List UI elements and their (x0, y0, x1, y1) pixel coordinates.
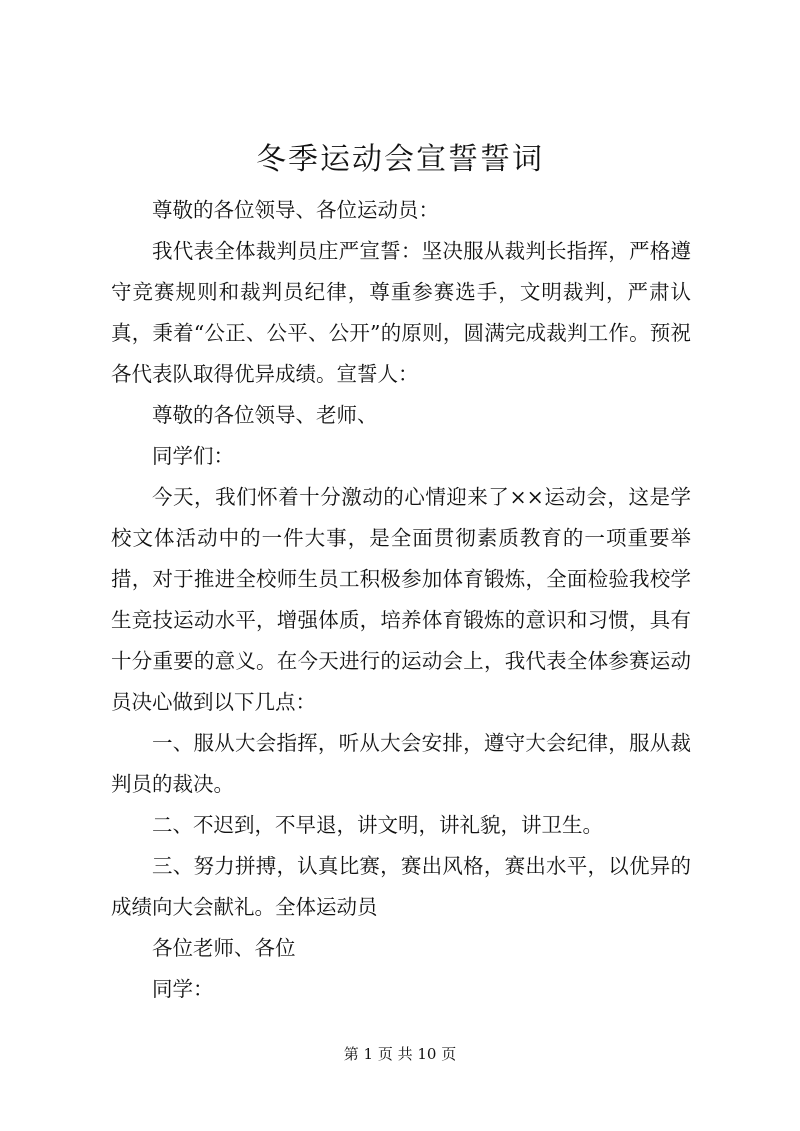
paragraph-greeting-classmates: 同学： (152, 977, 214, 1001)
paragraph-greeting-leaders: 尊敬的各位领导、各位运动员： (152, 198, 439, 222)
paragraph-greeting-teachers-2: 各位老师、各位 (152, 936, 296, 960)
paragraph-greeting-teachers: 尊敬的各位领导、老师、 (152, 403, 378, 427)
paragraph-athlete-intro: 今天，我们怀着十分激动的心情迎来了××运动会，这是学校文体活动中的一件大事，是全面贯彻素质教育的一项重要举措，对于推进全校师生员工积极参加体育锻炼，全面检验我校学生竞技运动水平，增强体质，培养体育锻炼的意识和习惯，具有十分重要的意义。在今天进行的运动会上，我代表全体参赛运动员决心做到以下几点： (111, 485, 691, 714)
paragraph-pledge-3: 三、努力拼搏，认真比赛，赛出风格，赛出水平，以优异的成绩向大会献礼。全体运动员 (111, 854, 691, 919)
document-body (111, 190, 691, 1010)
page-footer: 第 1 页 共 10 页 (343, 1045, 457, 1063)
document-title: 冬季运动会宣誓誓词 (256, 142, 544, 177)
paragraph-pledge-1: 一、服从大会指挥，听从大会安排，遵守大会纪律，服从裁判员的裁决。 (111, 731, 691, 796)
paragraph-greeting-students: 同学们： (152, 444, 234, 468)
paragraph-pledge-2: 二、不迟到，不早退，讲文明，讲礼貌，讲卫生。 (152, 813, 603, 837)
paragraph-referee-oath: 我代表全体裁判员庄严宣誓：坚决服从裁判长指挥，严格遵守竞赛规则和裁判员纪律，尊重参赛选手，文明裁判，严肃认真，秉着“公正、公平、公开”的原则，圆满完成裁判工作。预祝各代表队取得优异成绩。宣誓人： (111, 239, 691, 386)
